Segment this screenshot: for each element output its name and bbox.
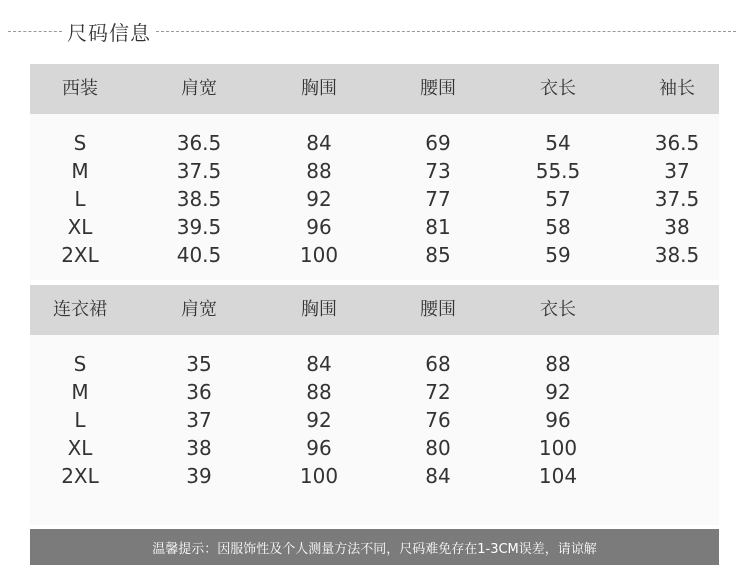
suit-table-cell: 36.5	[654, 131, 700, 155]
dress-table-cell: 84	[306, 352, 332, 376]
suit-table-cell: 100	[299, 243, 339, 267]
suit-table-cell: 37.5	[654, 187, 700, 211]
suit-table-cell: XL	[67, 215, 93, 239]
suit-table-cell: L	[74, 187, 86, 211]
suit-table-cell: 88	[306, 159, 332, 183]
suit-table-cell: 81	[425, 215, 451, 239]
dress-header-cell: 连衣裙	[53, 299, 107, 320]
dress-table-cell: S	[73, 352, 87, 376]
dress-table-cell: 96	[306, 436, 332, 460]
dress-table-cell: 76	[425, 408, 451, 432]
dress-table-cell: M	[71, 380, 89, 404]
dress-table-cell: 68	[425, 352, 451, 376]
page-title: 尺码信息	[67, 20, 151, 45]
dress-table-cell: 104	[538, 464, 578, 488]
suit-table-cell: 55.5	[535, 159, 581, 183]
suit-table-cell: 37.5	[176, 159, 222, 183]
suit-table-cell: M	[71, 159, 89, 183]
section-title	[8, 16, 736, 46]
suit-table-cell: 38.5	[176, 187, 222, 211]
dress-table-cell: 38	[186, 436, 212, 460]
suit-table-cell: 69	[425, 131, 451, 155]
dress-table-cell: 84	[425, 464, 451, 488]
dress-table-cell: 92	[306, 408, 332, 432]
dress-table-cell: 96	[545, 408, 571, 432]
dress-table-cell: L	[74, 408, 86, 432]
suit-table-cell: 37	[664, 159, 690, 183]
dress-table-cell: XL	[67, 436, 93, 460]
title-divider-right	[156, 31, 736, 32]
dress-table-cell: 92	[545, 380, 571, 404]
dress-header-cell: 腰围	[420, 299, 456, 320]
dress-table-cell: 36	[186, 380, 212, 404]
suit-header-cell: 腰围	[420, 78, 456, 99]
suit-table-cell: 36.5	[176, 131, 222, 155]
suit-header-cell: 衣长	[540, 78, 576, 99]
suit-table-cell: 77	[425, 187, 451, 211]
notice-banner	[30, 529, 719, 565]
dress-header-cell: 胸围	[301, 299, 337, 320]
dress-table-cell: 80	[425, 436, 451, 460]
dress-table-cell: 72	[425, 380, 451, 404]
suit-header-cell: 袖长	[659, 78, 695, 99]
title-divider-left	[8, 31, 62, 32]
suit-table-cell: 38.5	[654, 243, 700, 267]
dress-header-cell: 肩宽	[181, 299, 217, 320]
dress-table-cell: 37	[186, 408, 212, 432]
suit-header-cell: 西装	[62, 78, 98, 99]
dress-header-cell: 衣长	[540, 299, 576, 320]
dress-table-cell: 88	[545, 352, 571, 376]
suit-table-cell: 92	[306, 187, 332, 211]
notice-text: 温馨提示：因服饰性及个人测量方法不同，尺码难免存在1-3CM误差，请谅解	[152, 541, 597, 557]
suit-table-cell: 38	[664, 215, 690, 239]
suit-table-cell: 2XL	[61, 243, 99, 267]
suit-table-cell: 84	[306, 131, 332, 155]
suit-table-cell: 85	[425, 243, 451, 267]
dress-table-cell: 100	[299, 464, 339, 488]
suit-table-cell: 73	[425, 159, 451, 183]
dress-table-cell: 35	[186, 352, 212, 376]
suit-table-cell: 54	[545, 131, 571, 155]
suit-table-cell: 57	[545, 187, 571, 211]
dress-table-cell: 88	[306, 380, 332, 404]
dress-table-cell: 2XL	[61, 464, 99, 488]
suit-table-cell: S	[73, 131, 87, 155]
suit-table-cell: 59	[545, 243, 571, 267]
suit-table-cell: 40.5	[176, 243, 222, 267]
suit-header-cell: 胸围	[301, 78, 337, 99]
suit-table-cell: 58	[545, 215, 571, 239]
suit-table-cell: 96	[306, 215, 332, 239]
suit-header-cell: 肩宽	[181, 78, 217, 99]
dress-table-cell: 100	[538, 436, 578, 460]
dress-table-cell: 39	[186, 464, 212, 488]
suit-table-cell: 39.5	[176, 215, 222, 239]
